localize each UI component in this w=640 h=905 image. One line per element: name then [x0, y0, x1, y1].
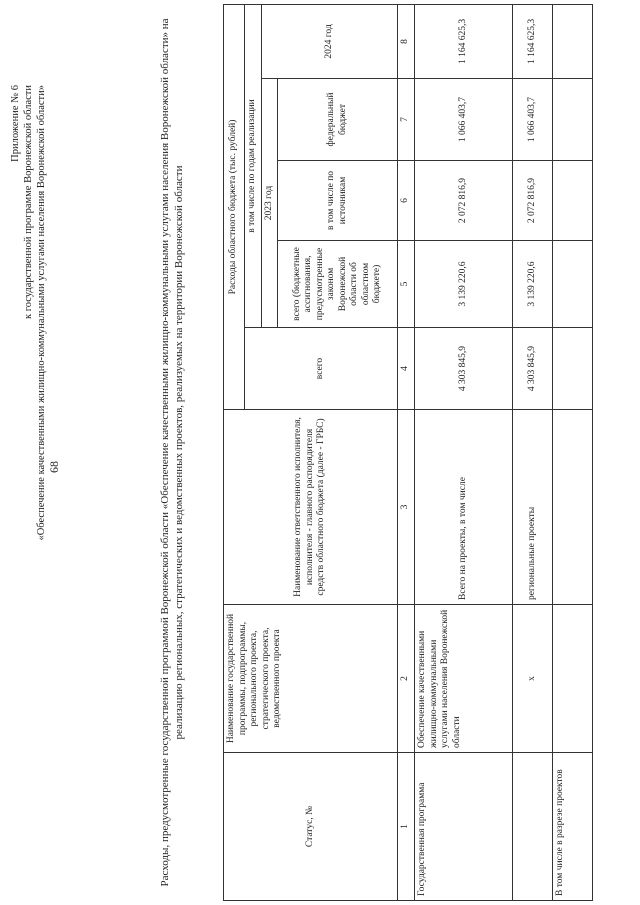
col-number: 6 — [398, 161, 415, 241]
header-year-2024: 2024 год — [261, 4, 398, 78]
title-line-2: реализацию региональных, стратегических и ведомственных проектов, реализуемых на территории Воронежской области — [173, 165, 185, 740]
row-2024 — [553, 4, 593, 78]
table-row — [513, 4, 553, 900]
header-year-2023: 2023 год — [261, 79, 278, 328]
row-executor: Всего на проекты, в том числе — [415, 410, 513, 605]
col-number: 2 — [398, 605, 415, 753]
row-regional — [553, 79, 593, 161]
row-federal: 2 072 816,9 — [415, 161, 513, 241]
col-number: 3 — [398, 410, 415, 605]
row-executor — [553, 410, 593, 605]
row-total — [553, 328, 593, 410]
page-number: 68 — [47, 461, 61, 473]
header-federal: федеральный бюджет — [278, 79, 398, 161]
col-number: 7 — [398, 79, 415, 161]
row-program-name: Обеспечение качественными жилищно-коммунальными услугами населения Воронежской области — [415, 605, 513, 753]
row-status: В том числе в разрезе проектов — [553, 753, 593, 901]
col-number: 1 — [398, 753, 415, 901]
row-2024: 1 164 625,3 — [415, 4, 513, 78]
col-number: 5 — [398, 241, 415, 328]
table-row — [553, 4, 593, 900]
row-program-name: х — [513, 605, 553, 753]
row-regional: 1 066 403,7 — [513, 79, 553, 161]
col-number: 4 — [398, 328, 415, 410]
header-executor: Наименование ответственного исполнителя, исполнителя - главного распорядителя средств областного бюджета (далее - ГРБС) — [224, 410, 398, 605]
row-federal: 2 072 816,9 — [513, 161, 553, 241]
row-executor: региональные проекты — [513, 410, 553, 605]
row-status — [513, 753, 553, 901]
appendix-number: Приложение № 6 — [10, 85, 21, 162]
header-total-2023: всего (бюджетные ассигнования, предусмотренные законом Воронежской области об областном бюджете) — [278, 241, 398, 328]
title-line-1: Расходы, предусмотренные государственной программой Воронежской области «Обеспечение качественными жилищно-коммунальными услугами населения Воронежской области» на — [159, 18, 171, 887]
row-federal — [553, 161, 593, 241]
row-total-2023: 3 139 220,6 — [415, 241, 513, 328]
header-status: Статус, № — [224, 753, 398, 901]
row-regional: 1 066 403,7 — [415, 79, 513, 161]
appendix-program-name: «Обеспечение качественными жилищно-коммунальными услугами населения Воронежской области» — [36, 85, 47, 541]
header-by-years: в том числе по годам реализации — [245, 4, 262, 327]
appendix-program-ref: к государственной программе Воронежской области — [23, 85, 34, 320]
header-by-sources: в том числе по источникам — [278, 161, 398, 241]
header-program-name: Наименование государственной программы, подпрограммы, регионального проекта, стратегического проекта, ведомственного проекта — [224, 605, 398, 753]
header-total: всего — [245, 328, 398, 410]
row-total: 4 303 845,9 — [513, 328, 553, 410]
row-total-2023: 3 139 220,6 — [513, 241, 553, 328]
document-title — [158, 0, 186, 905]
row-total: 4 303 845,9 — [415, 328, 513, 410]
table-row — [415, 4, 513, 900]
row-2024: 1 164 625,3 — [513, 4, 553, 78]
expenses-table — [223, 4, 593, 901]
row-program-name — [553, 605, 593, 753]
row-status: Государственная программа — [415, 753, 513, 901]
appendix-header — [9, 85, 48, 545]
row-total-2023 — [553, 241, 593, 328]
col-number: 8 — [398, 4, 415, 78]
header-expenses: Расходы областного бюджета (тыс. рублей) — [224, 4, 245, 409]
